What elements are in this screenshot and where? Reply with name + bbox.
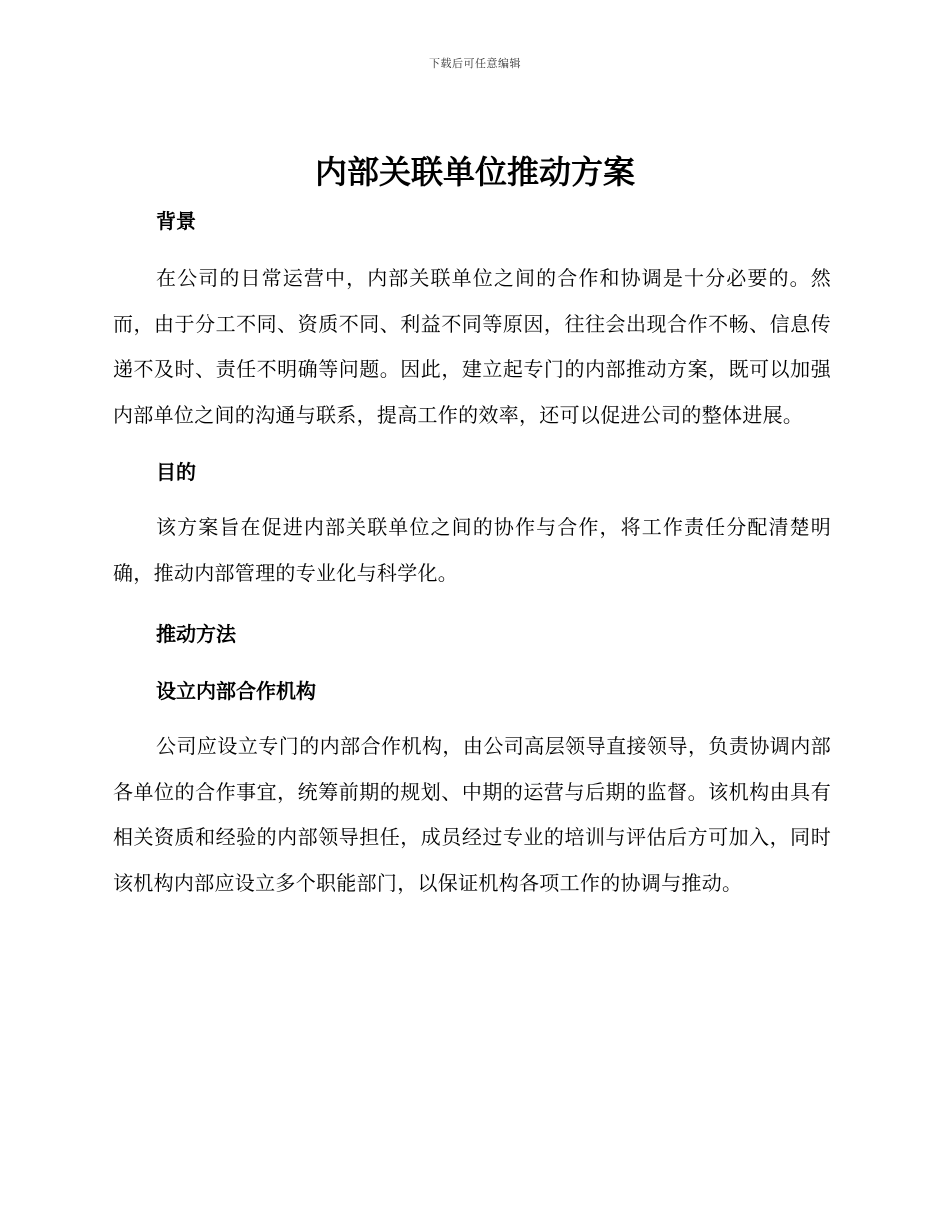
header-note: 下载后可任意编辑 [429,57,521,70]
section-heading-method: 推动方法 [156,622,236,646]
section-text-organization: 公司应设立专门的内部合作机构，由公司高层领导直接领导，负责协调内部各单位的合作事宜，统筹前期的规划、中期的运营与后期的监督。该机构由具有相关资质和经验的内部领导担任，成员经过专业的培训与评估后方可加入，同时该机构内部应设立多个职能部门，以保证机构各项工作的协调与推动。 [113,734,831,895]
section-heading-goal: 目的 [156,460,196,484]
document-body [113,203,831,906]
section-text-goal: 该方案旨在促进内部关联单位之间的协作与合作，将工作责任分配清楚明确，推动内部管理的专业化与科学化。 [113,515,831,585]
section-text-background: 在公司的日常运营中，内部关联单位之间的合作和协调是十分必要的。然而，由于分工不同、资质不同、利益不同等原因，往往会出现合作不畅、信息传递不及时、责任不明确等问题。因此，建立起专门的内部推动方案，既可以加强内部单位之间的沟通与联系，提高工作的效率，还可以促进公司的整体进展。 [113,266,831,427]
section-heading-organization: 设立内部合作机构 [156,679,316,703]
document-title: 内部关联单位推动方案 [314,153,635,191]
section-heading-background: 背景 [156,209,196,233]
